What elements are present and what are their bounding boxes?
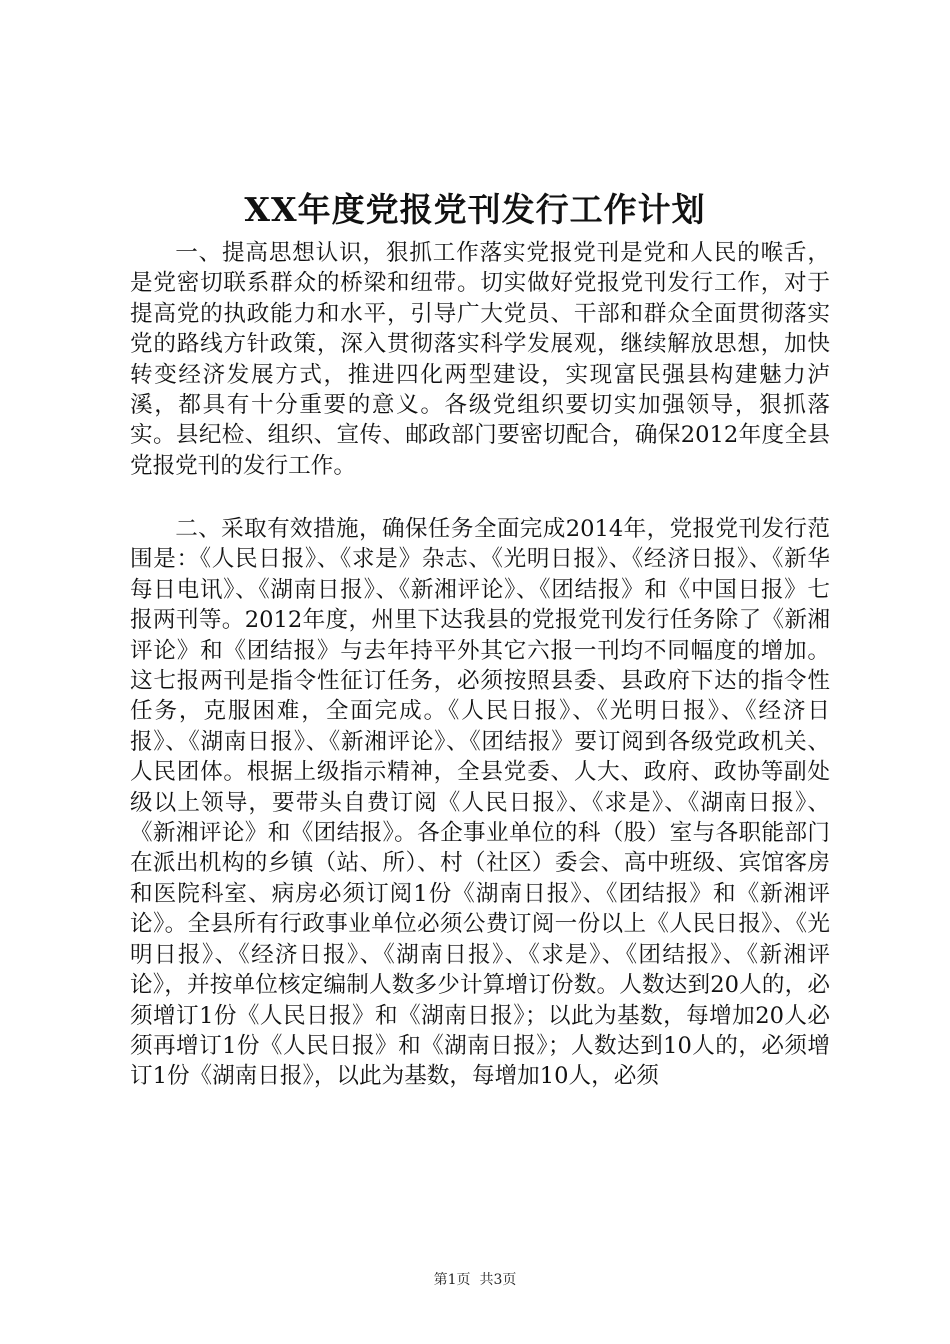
document-title: XX年度党报党刊发行工作计划 (244, 190, 706, 229)
paragraph-1: 一、提高思想认识，狠抓工作落实党报党刊是党和人民的喉舌，是党密切联系群众的桥梁和纽带。切实做好党报党刊发行工作，对于提高党的执政能力和水平，引导广大党员、干部和群众全面贯彻落实党的路线方针政策，深入贯彻落实科学发展观，继续解放思想，加快转变经济发展方式，推进四化两型建设，实现富民强县构建魅力泸溪，都具有十分重要的意义。各级党组织要切实加强领导，狠抓落实。县纪检、组织、宣传、邮政部门要密切配合，确保2012年度全县党报党刊的发行工作。 (130, 240, 830, 479)
paragraph-2: 二、采取有效措施，确保任务全面完成2014年，党报党刊发行范围是：《人民日报》、《求是》杂志、《光明日报》、《经济日报》、《新华每日电讯》、《湖南日报》、《新湘评论》、《团结报》和《中国日报》七报两刊等。2012年度，州里下达我县的党报党刊发行任务除了《新湘评论》和《团结报》与去年持平外其它六报一刊均不同幅度的增加。这七报两刊是指令性征订任务，必须按照县委、县政府下达的指令性任务，克服困难，全面完成。《人民日报》、《光明日报》、《经济日报》、《湖南日报》、《新湘评论》、《团结报》要订阅到各级党政机关、人民团体。根据上级指示精神，全县党委、人大、政府、政协等副处级以上领导，要带头自费订阅《人民日报》、《求是》、《湖南日报》、《新湘评论》和《团结报》。各企事业单位的科（股）室与各职能部门在派出机构的乡镇（站、所）、村（社区）委会、高中班级、宾馆客房和医院科室、病房必须订阅1份《湖南日报》、《团结报》和《新湘评论》。全县所有行政事业单位必须公费订阅一份以上《人民日报》、《光明日报》、《经济日报》、《湖南日报》、《求是》、《团结报》、《新湘评论》，并按单位核定编制人数多少计算增订份数。人数达到20人的，必须增订1份《人民日报》和《湖南日报》；以此为基数，每增加20人必须再增订1份《人民日报》和《湖南日报》；人数达到10人的，必须增订1份《湖南日报》，以此为基数，每增加10人，必须 (130, 516, 830, 1090)
page-footer (0, 1270, 950, 1290)
page-number: 第1页 共3页 (433, 1272, 517, 1288)
